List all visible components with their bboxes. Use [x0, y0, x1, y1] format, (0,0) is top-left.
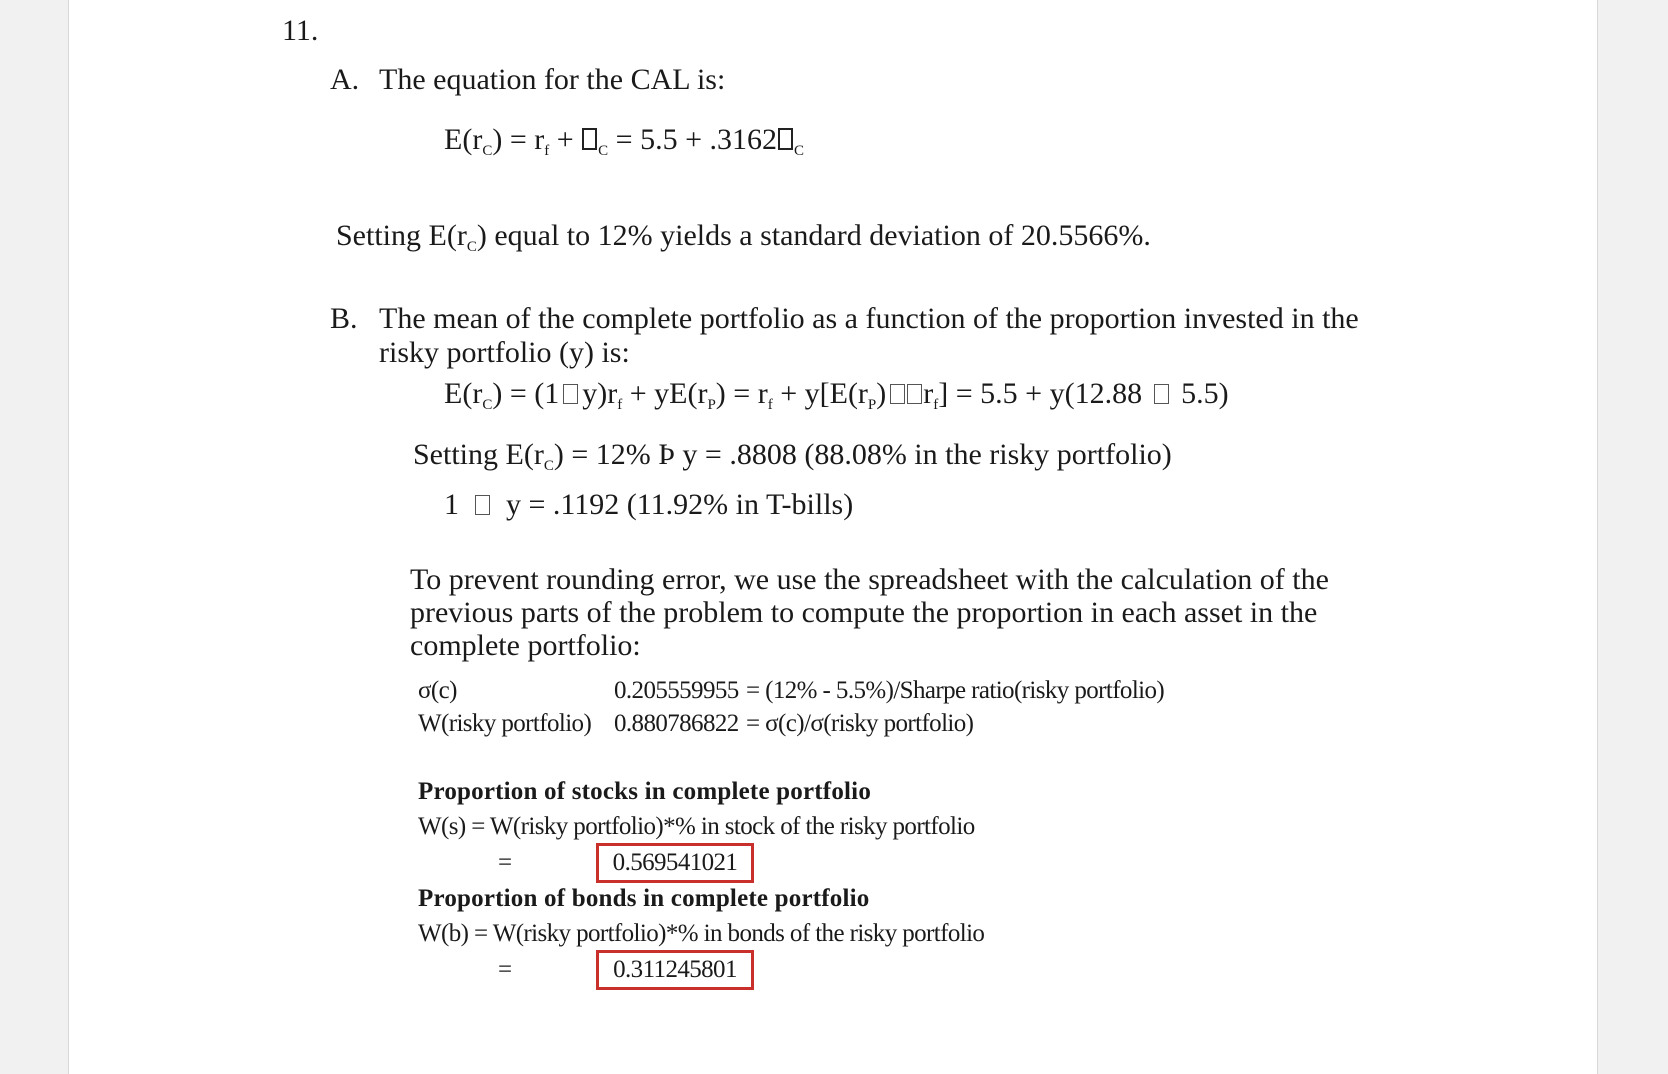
part-a-intro: The equation for the CAL is: [379, 63, 726, 96]
cal-equation: $E(r_C) = r_f + _C = 5.5 + .3162$ $_C$ [444, 123, 805, 159]
missing-glyph-icon [475, 495, 490, 515]
stocks-value-cell: 0.569541021 [596, 843, 754, 883]
paragraph-line1: To prevent rounding error, we use the spreadsheet with the calculation of the [410, 563, 1329, 596]
missing-glyph-icon [778, 128, 793, 150]
missing-glyph-icon [907, 384, 922, 404]
sigma-c-formula: = (12% - 5.5%)/Sharpe ratio(risky portfolio) [746, 677, 1165, 704]
w-risky-label: W(risky portfolio) [418, 710, 592, 737]
bonds-formula: W(b) = W(risky portfolio)*% in bonds of the risky portfolio [418, 920, 985, 947]
part-a-label: A. [330, 63, 360, 96]
stocks-heading: Proportion of stocks in complete portfolio [418, 778, 872, 805]
bonds-value-cell: 0.311245801 [596, 950, 754, 990]
stocks-formula: W(s) = W(risky portfolio)*% in stock of the risky portfolio [418, 813, 975, 840]
missing-glyph-icon [890, 384, 905, 404]
w-risky-value: 0.880786822 [614, 710, 739, 737]
paragraph-line2: previous parts of the problem to compute the proportion in each asset in the [410, 596, 1318, 629]
missing-glyph-icon [582, 128, 597, 150]
part-b-label: B. [330, 302, 358, 335]
bonds-heading: Proportion of bonds in complete portfolio [418, 885, 870, 912]
mean-equation: $E(r_C) = (1$ $y)r_f + yE(r_P) = r_f + y[E(r_P)$ $r_f] = 5.5 + y(12.88$ 5.5) [444, 377, 1229, 413]
part-b-intro-line1: The mean of the complete portfolio as a function of the proportion invested in the [379, 302, 1359, 335]
part-b-setting: Setting $E(r_C) = 12\%$ Þ y = .8808 (88.08% in the risky portfolio) [413, 438, 1172, 474]
missing-glyph-icon [563, 384, 578, 404]
w-risky-formula: = σ(c)/σ(risky portfolio) [746, 710, 974, 737]
part-a-setting: Setting $E(r_C)$ equal to 12% yields a standard deviation of 20.5566%. [336, 219, 1151, 255]
problem-number: 11. [282, 14, 319, 47]
stocks-equals: = [498, 849, 512, 876]
paragraph-line3: complete portfolio: [410, 629, 641, 662]
part-b-intro-line2: risky portfolio (y) is: [379, 336, 630, 369]
sigma-c-label: σ(c) [418, 677, 457, 704]
bonds-equals: = [498, 956, 512, 983]
missing-glyph-icon [1154, 384, 1169, 404]
tbill-line: 1 y = .1192 (11.92% in T-bills) [444, 488, 854, 521]
sigma-c-value: 0.205559955 [614, 677, 739, 704]
